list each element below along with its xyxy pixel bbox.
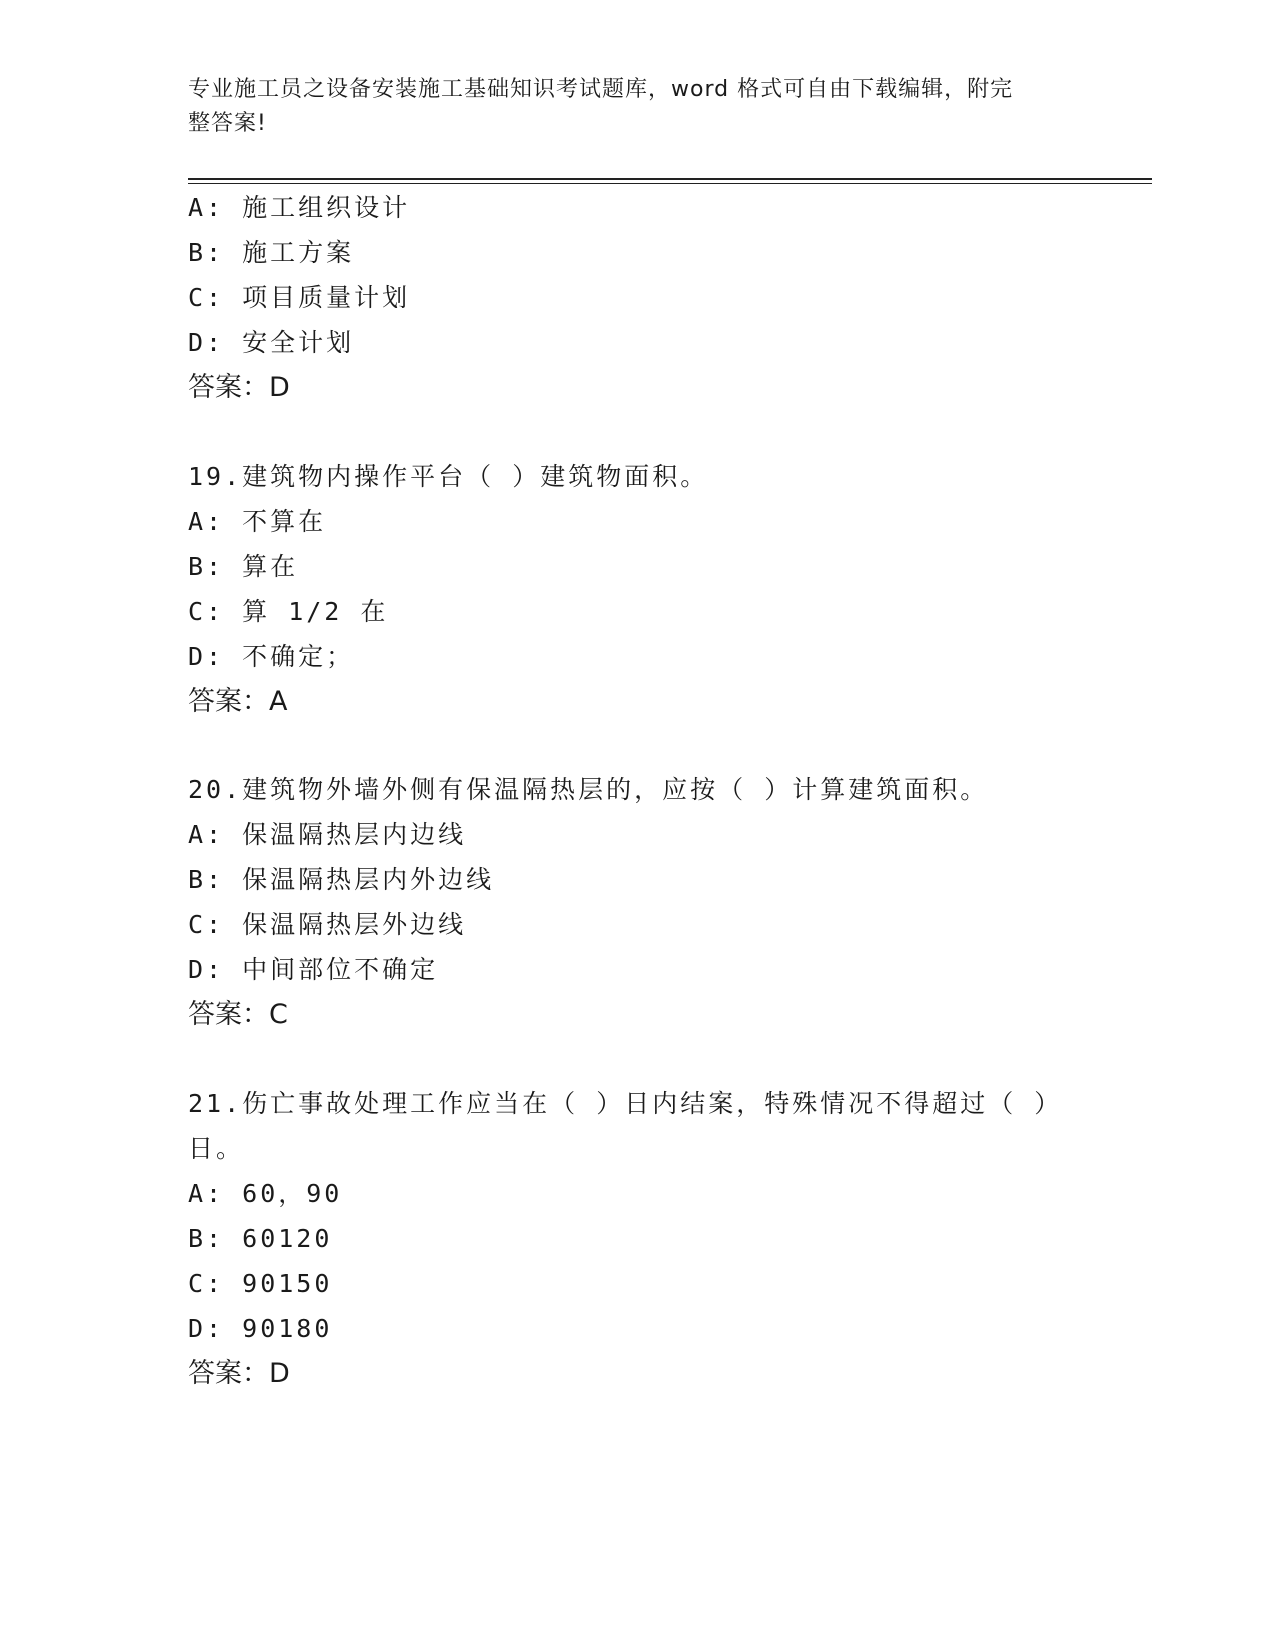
- q19-option-c: C: 算 1/2 在: [188, 597, 389, 626]
- header-line-1: 专业施工员之设备安装施工基础知识考试题库，word 格式可自由下载编辑，附完: [188, 77, 1014, 102]
- q20-option-d: D: 中间部位不确定: [188, 955, 439, 984]
- q18-option-b: B: 施工方案: [188, 238, 355, 267]
- q18-option-a: A: 施工组织设计: [188, 193, 411, 222]
- header-rule-thin: [188, 183, 1152, 184]
- q19-stem: 19.建筑物内操作平台（ ）建筑物面积。: [188, 462, 709, 491]
- q21-stem-line-2: 日。: [188, 1134, 245, 1163]
- header-line-2: 整答案!: [188, 111, 267, 136]
- q19-option-a: A: 不算在: [188, 507, 327, 536]
- q18-option-d: D: 安全计划: [188, 328, 355, 357]
- q20-option-a: A: 保温隔热层内边线: [188, 820, 467, 849]
- q21-option-b: B: 60120: [188, 1224, 333, 1253]
- q19-option-b: B: 算在: [188, 552, 299, 581]
- q20-answer: 答案：C: [188, 999, 288, 1030]
- document-header: [188, 73, 1068, 141]
- q20-stem: 20.建筑物外墙外侧有保温隔热层的，应按（ ）计算建筑面积。: [188, 775, 989, 804]
- header-rule-thick: [188, 178, 1152, 180]
- q20-option-c: C: 保温隔热层外边线: [188, 910, 467, 939]
- q21-stem-line-1: 21.伤亡事故处理工作应当在（ ）日内结案，特殊情况不得超过（ ）: [188, 1089, 1063, 1118]
- q19-option-d: D: 不确定；: [188, 642, 355, 671]
- q19-answer: 答案：A: [188, 686, 288, 717]
- q21-option-d: D: 90180: [188, 1314, 333, 1343]
- q18-option-c: C: 项目质量计划: [188, 283, 411, 312]
- q21-answer: 答案：D: [188, 1358, 290, 1389]
- q21-option-a: A: 60，90: [188, 1179, 343, 1208]
- q21-option-c: C: 90150: [188, 1269, 333, 1298]
- q20-option-b: B: 保温隔热层内外边线: [188, 865, 495, 894]
- q18-answer: 答案：D: [188, 372, 290, 403]
